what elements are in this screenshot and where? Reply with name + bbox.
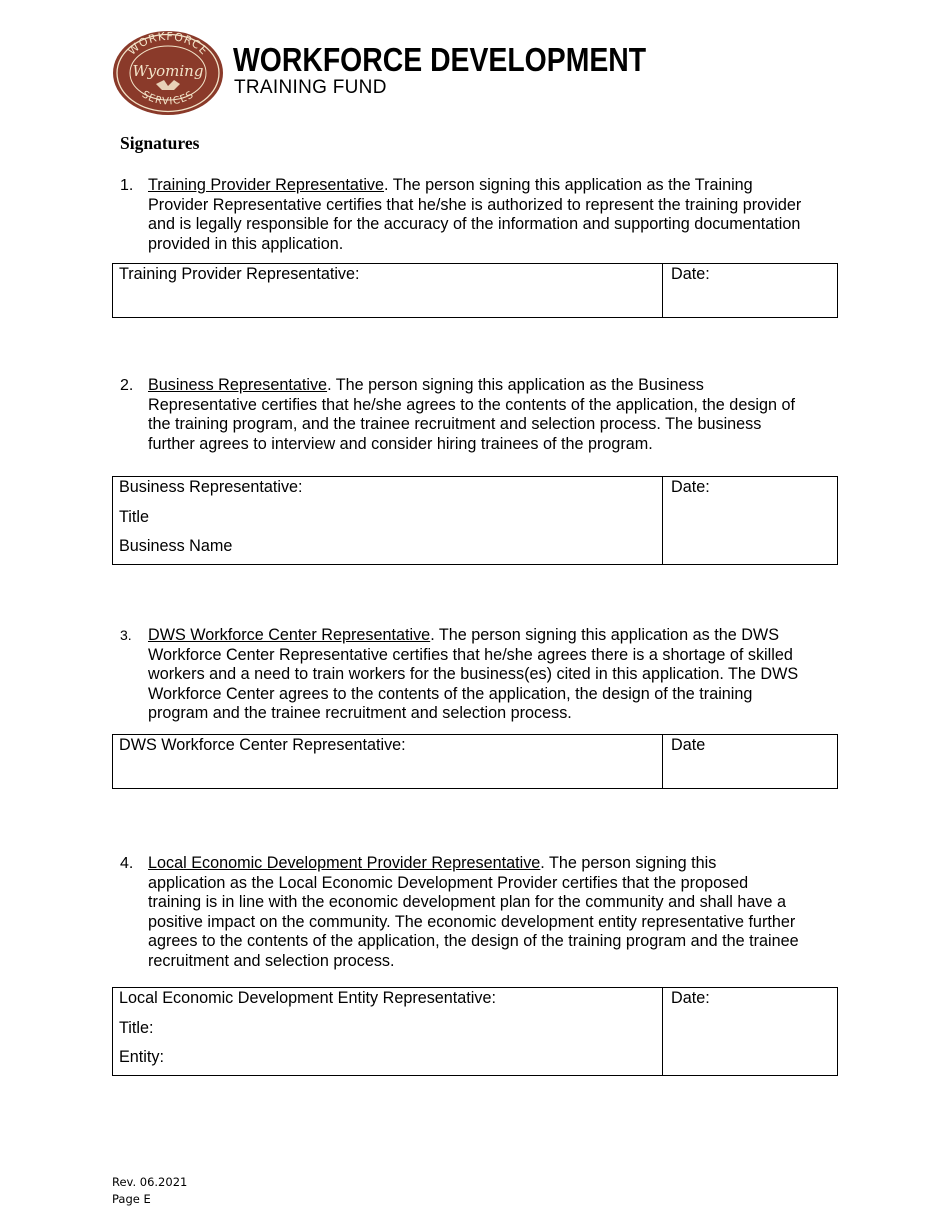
field-label: Business Name xyxy=(119,537,233,555)
seal-text-middle: Wyoming xyxy=(132,62,204,80)
field-label: Training Provider Representative: xyxy=(119,265,360,283)
date-label: Date: xyxy=(671,989,710,1007)
item-title: Training Provider Representative xyxy=(148,176,385,194)
signature-field[interactable] xyxy=(113,988,663,1075)
field-label: Title: xyxy=(119,1018,154,1037)
seal-text-top: WORKFORCE xyxy=(125,30,211,58)
date-field[interactable] xyxy=(663,735,837,788)
item-paragraph: Local Economic Development Provider Representative. The person signing this application as the Local Economic Development Provider certifies that the proposed training is in line with the economic development plan for the community and shall have a positive impact on the community. The economic development entity representative further agrees to the contents of the application, the design of the training program and the trainee recruitment and selection process. xyxy=(148,854,799,970)
signature-box xyxy=(112,263,838,318)
seal-text-bottom: SERVICES xyxy=(139,89,197,108)
header-title: WORKFORCE DEVELOPMENT xyxy=(233,41,647,78)
field-label: Business Representative: xyxy=(119,478,303,496)
field-label: Entity: xyxy=(119,1048,164,1066)
date-field[interactable] xyxy=(663,477,837,564)
signature-field[interactable] xyxy=(113,477,663,564)
signature-field[interactable] xyxy=(113,264,663,317)
field-label: DWS Workforce Center Representative: xyxy=(119,736,406,754)
item-number: 2. xyxy=(120,377,134,394)
wyoming-workforce-services-logo xyxy=(112,30,224,116)
date-label: Date: xyxy=(671,265,710,283)
signature-box xyxy=(112,734,838,789)
signature-box xyxy=(112,476,838,565)
header-subtitle: TRAINING FUND xyxy=(234,77,387,98)
item-title: Local Economic Development Provider Representative xyxy=(148,854,541,872)
page-label: Page E xyxy=(112,1192,151,1206)
page-title: Signatures xyxy=(120,133,200,153)
item-number: 4. xyxy=(120,855,134,872)
item-title: Business Representative xyxy=(148,376,328,394)
item-paragraph: DWS Workforce Center Representative. The person signing this application as the DWS Workforce Center Representative certifies that he/she agrees there is a shortage of skilled workers and a need to train workers for the business(es) cited in this application. The DWS Workforce Center agrees to the contents of the application, the design of the training program and the trainee recruitment and selection process. xyxy=(148,626,799,723)
item-number: 3. xyxy=(120,627,132,643)
date-label: Date xyxy=(671,736,706,754)
field-label: Title xyxy=(119,507,149,526)
item-title: DWS Workforce Center Representative xyxy=(148,626,431,644)
field-label: Local Economic Development Entity Representative: xyxy=(119,989,496,1007)
signature-box xyxy=(112,987,838,1076)
date-label: Date: xyxy=(671,478,710,496)
revision-label: Rev. 06.2021 xyxy=(112,1175,188,1189)
date-field[interactable] xyxy=(663,264,837,317)
item-paragraph: Training Provider Representative. The person signing this application as the Training Provider Representative certifies that he/she is authorized to represent the training provider and is legally responsible for the accuracy of the information and supporting documentation provided in this application. xyxy=(148,176,802,253)
signature-field[interactable] xyxy=(113,735,663,788)
item-paragraph: Business Representative. The person signing this application as the Business Representative certifies that he/she agrees to the contents of the application, the design of the training program, and the trainee recruitment and selection process. The business further agrees to interview and consider hiring trainees of the program. xyxy=(148,376,796,453)
item-number: 1. xyxy=(120,177,134,194)
date-field[interactable] xyxy=(663,988,837,1075)
